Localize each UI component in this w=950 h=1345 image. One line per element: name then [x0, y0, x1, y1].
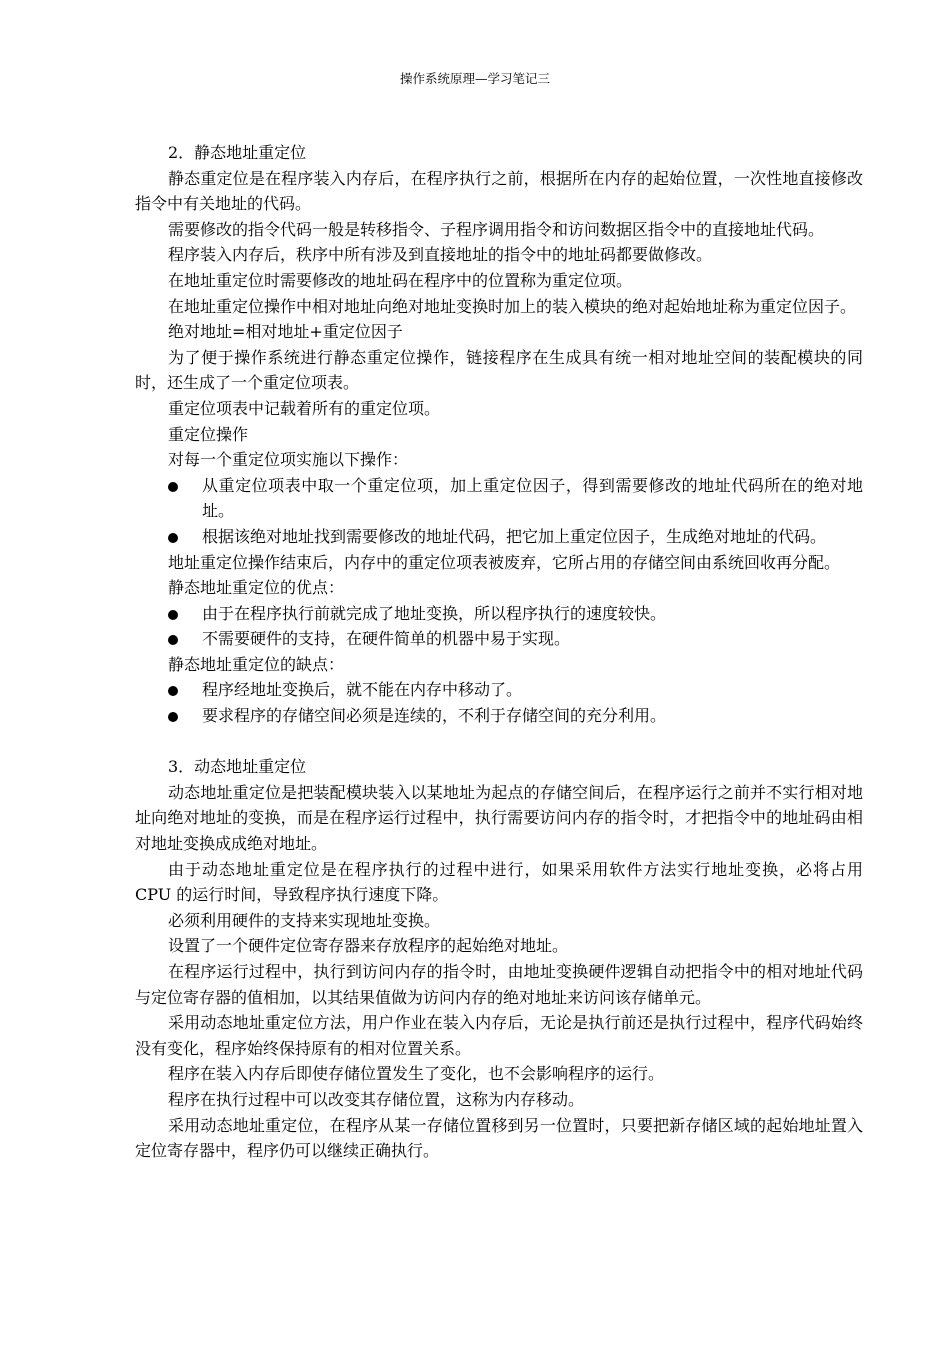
list-item: 根据该绝对地址找到需要修改的地址代码，把它加上重定位因子，生成绝对地址的代码。	[135, 524, 863, 550]
formula: 绝对地址=相对地址+重定位因子	[168, 322, 403, 342]
list-item: 由于在程序执行前就完成了地址变换，所以程序执行的速度较快。	[135, 601, 863, 627]
paragraph: 重定位项表中记载着所有的重定位项。	[168, 398, 441, 418]
section-heading-dynamic-relocation: 3．动态地址重定位	[168, 757, 307, 777]
paragraph: 程序在装入内存后即使存储位置发生了变化，也不会影响程序的运行。	[168, 1064, 665, 1084]
section-heading-static-relocation: 2．静态地址重定位	[168, 143, 307, 162]
paragraph: 程序在执行过程中可以改变其存储位置，这称为内存移动。	[168, 1089, 585, 1109]
list-item: 程序经地址变换后，就不能在内存中移动了。	[135, 677, 863, 703]
subheading: 静态地址重定位的缺点：	[168, 654, 345, 674]
paragraph: 采用动态地址重定位，在程序从某一存储位置移到另一位置时，只要把新存储区域的起始地址置入定位寄存器中，程序仍可以继续正确执行。	[135, 1115, 863, 1161]
paragraph: 在地址重定位操作中相对地址向绝对地址变换时加上的装入模块的绝对起始地址称为重定位因子。	[168, 296, 857, 316]
paragraph: 必须利用硬件的支持来实现地址变换。	[168, 910, 441, 930]
list-item: 从重定位项表中取一个重定位项，加上重定位因子，得到需要修改的地址代码所在的绝对地址。	[135, 473, 863, 524]
subheading: 静态地址重定位的优点：	[168, 578, 345, 598]
bullet-icon	[168, 482, 178, 492]
bullet-icon	[168, 533, 178, 543]
paragraph: 程序装入内存后，秩序中所有涉及到直接地址的指令中的地址码都要做修改。	[168, 245, 713, 265]
paragraph: 对每一个重定位项实施以下操作：	[168, 450, 409, 470]
paragraph: 为了便于操作系统进行静态重定位操作，链接程序在生成具有统一相对地址空间的装配模块的同时，还生成了一个重定位项表。	[135, 347, 863, 393]
paragraph: 地址重定位操作结束后，内存中的重定位项表被废弃，它所占用的存储空间由系统回收再分配。	[168, 552, 841, 572]
section-spacer	[135, 729, 863, 755]
paragraph: 动态地址重定位是把装配模块装入以某地址为起点的存储空间后，在程序运行之前并不实行相对地址向绝对地址的变换，而是在程序运行过程中，执行需要访问内存的指令时，才把指令中的地址码由相对地址变换成成绝对地址。	[135, 782, 863, 854]
list-item: 不需要硬件的支持，在硬件简单的机器中易于实现。	[135, 626, 863, 652]
paragraph: 采用动态地址重定位方法，用户作业在装入内存后，无论是执行前还是执行过程中，程序代码始终没有变化，程序始终保持原有的相对位置关系。	[135, 1013, 863, 1058]
paragraph: 在地址重定位时需要修改的地址码在程序中的位置称为重定位项。	[168, 270, 633, 290]
bullet-icon	[168, 610, 178, 620]
subheading: 重定位操作	[168, 424, 249, 444]
list-item: 要求程序的存储空间必须是连续的，不利于存储空间的充分利用。	[135, 703, 863, 729]
paragraph: 设置了一个硬件定位寄存器来存放程序的起始绝对地址。	[168, 936, 569, 956]
bullet-icon	[168, 712, 178, 722]
page-header: 操作系统原理—学习笔记三	[399, 71, 550, 86]
bullet-icon	[168, 635, 178, 645]
paragraph: 需要修改的指令代码一般是转移指令、子程序调用指令和访问数据区指令中的直接地址代码。	[168, 219, 825, 239]
paragraph: 在程序运行过程中，执行到访问内存的指令时，由地址变换硬件逻辑自动把指令中的相对地址代码与定位寄存器的值相加，以其结果值做为访问内存的绝对地址来访问该存储单元。	[135, 962, 863, 1007]
paragraph: 由于动态地址重定位是在程序执行的过程中进行，如果采用软件方法实行地址变换，必将占用 CPU 的运行时间，导致程序执行速度下降。	[135, 859, 863, 905]
document-body	[135, 140, 863, 1164]
paragraph: 静态重定位是在程序装入内存后，在程序执行之前，根据所在内存的起始位置，一次性地直接修改指令中有关地址的代码。	[135, 168, 863, 214]
bullet-icon	[168, 686, 178, 696]
